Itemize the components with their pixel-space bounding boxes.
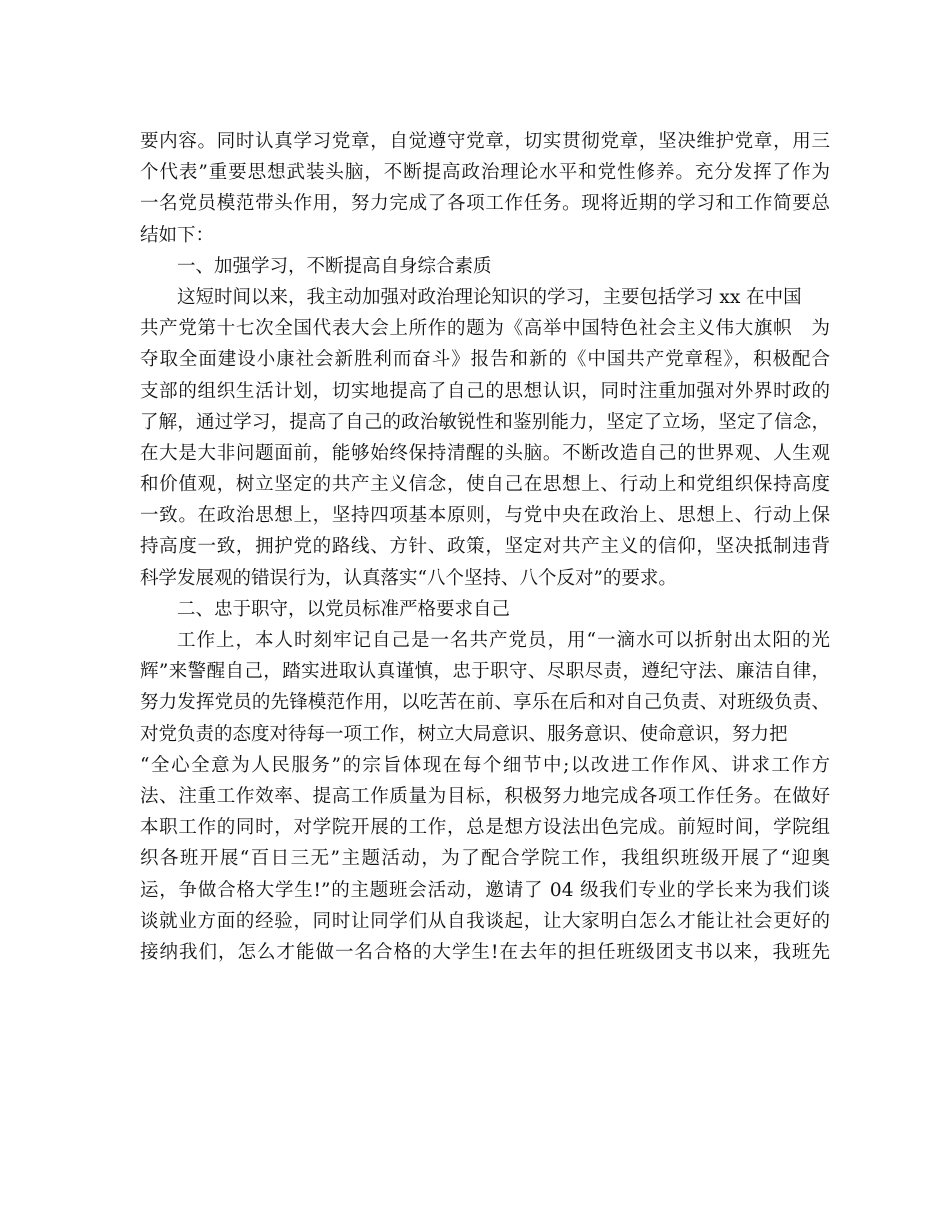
text-line: 谈就业方面的经验，同时让同学们从自我谈起，让大家明白怎么才能让社会更好的 xyxy=(140,910,830,932)
text-line: 接纳我们，怎么才能做一名合格的大学生!在去年的担任班级团支书以来，我班先 xyxy=(140,941,830,963)
document-body xyxy=(140,126,830,968)
text-line: 夺取全面建设小康社会新胜利而奋斗》报告和新的《中国共产党章程》，积极配合 xyxy=(140,349,830,371)
text-line: 要内容。同时认真学习党章，自觉遵守党章，切实贯彻党章，坚决维护党章，用三 xyxy=(140,131,830,152)
text-line: 结如下： xyxy=(140,224,215,246)
text-line: 个代表”重要思想武装头脑，不断提高政治理论水平和党性修养。充分发挥了作为 xyxy=(140,162,830,184)
text-line: 持高度一致，拥护党的路线、方针、政策，坚定对共产主义的信仰，坚决抵制违背 xyxy=(140,536,830,558)
text-line: 了解，通过学习，提高了自己的政治敏锐性和鉴别能力，坚定了立场，坚定了信念， xyxy=(140,411,830,433)
text-line: 一、加强学习，不断提高自身综合素质 xyxy=(177,255,492,277)
text-line: 一名党员模范带头作用，努力完成了各项工作任务。现将近期的学习和工作简要总 xyxy=(140,193,830,215)
text-line: “全心全意为人民服务”的宗旨体现在每个细节中;以改进工作作风、讲求工作方 xyxy=(140,754,830,776)
text-line: 对党负责的态度对待每一项工作，树立大局意识、服务意识、使命意识，努力把 xyxy=(140,723,788,745)
text-line: 支部的组织生活计划，切实地提高了自己的思想认识，同时注重加强对外界时政的 xyxy=(140,380,830,402)
text-line: 共产党第十七次全国代表大会上所作的题为《高举中国特色社会主义伟大旗帜 为 xyxy=(140,318,830,340)
text-line: 运，争做合格大学生!”的主题班会活动，邀请了 04 级我们专业的学长来为我们谈 xyxy=(140,879,830,901)
text-line: 这短时间以来，我主动加强对政治理论知识的学习，主要包括学习 xx 在中国 xyxy=(177,286,802,308)
text-line: 一致。在政治思想上，坚持四项基本原则，与党中央在政治上、思想上、行动上保 xyxy=(140,505,830,527)
text-line: 科学发展观的错误行为，认真落实“八个坚持、八个反对”的要求。 xyxy=(140,567,677,589)
text-line: 在大是大非问题面前，能够始终保持清醒的头脑。不断改造自己的世界观、人生观 xyxy=(140,442,830,464)
text-line: 本职工作的同时，对学院开展的工作，总是想方设法出色完成。前短时间，学院组 xyxy=(140,817,830,839)
text-line: 二、忠于职守，以党员标准严格要求自己 xyxy=(177,598,511,620)
text-line: 法、注重工作效率、提高工作质量为目标，积极努力地完成各项工作任务。在做好 xyxy=(140,785,830,807)
text-line: 织各班开展“百日三无”主题活动，为了配合学院工作，我组织班级开展了“迎奥 xyxy=(140,848,830,870)
text-line: 和价值观，树立坚定的共产主义信念，使自己在思想上、行动上和党组织保持高度 xyxy=(140,474,830,496)
text-line: 辉”来警醒自己，踏实进取认真谨慎，忠于职守、尽职尽责，遵纪守法、廉洁自律， xyxy=(140,661,830,683)
text-line: 努力发挥党员的先锋模范作用，以吃苦在前、享乐在后和对自己负责、对班级负责、 xyxy=(140,692,830,714)
text-line: 工作上，本人时刻牢记自己是一名共产党员，用“一滴水可以折射出太阳的光 xyxy=(177,630,830,651)
